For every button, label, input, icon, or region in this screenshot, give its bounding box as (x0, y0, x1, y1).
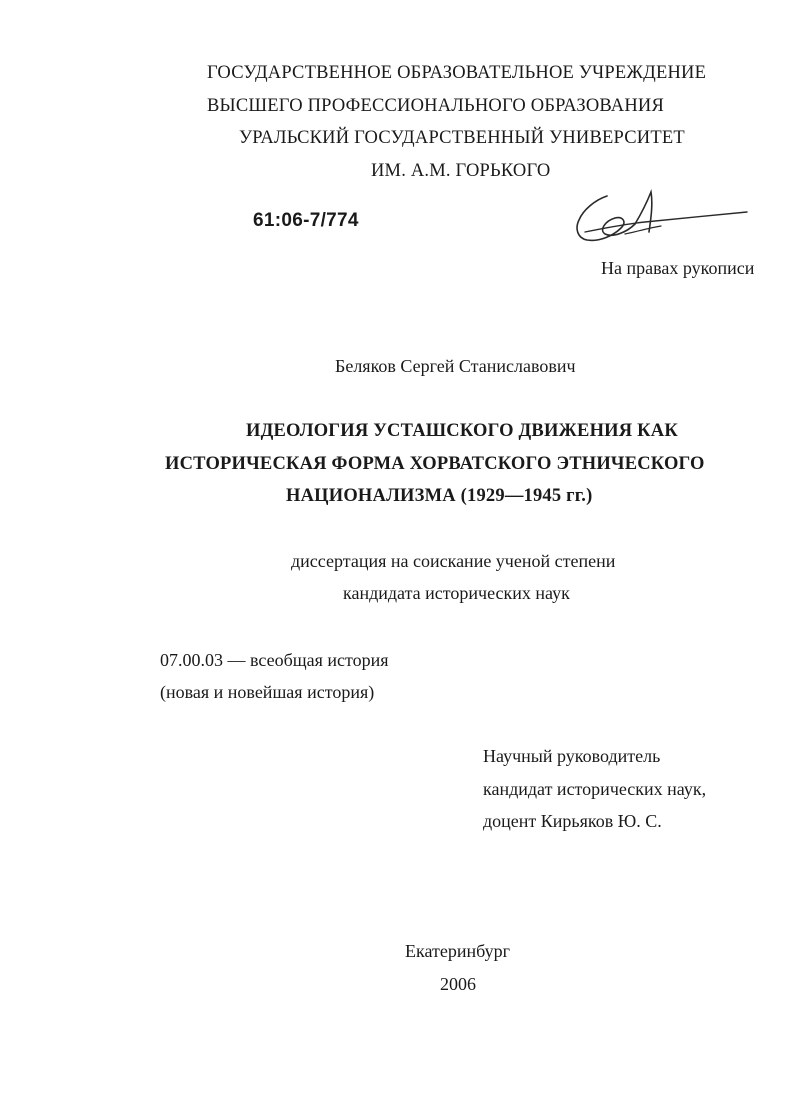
institution-line-3: УРАЛЬСКИЙ ГОСУДАРСТВЕННЫЙ УНИВЕРСИТЕТ (239, 128, 685, 148)
supervisor-degree: кандидат исторических наук, (483, 779, 707, 799)
degree-line-1: диссертация на соискание ученой степени (291, 551, 616, 571)
rights-note: На правах рукописи (601, 258, 755, 278)
catalog-number: 61:06-7/774 (253, 210, 359, 231)
degree-line-2: кандидата исторических наук (343, 583, 570, 603)
institution-line-1: ГОСУДАРСТВЕННОЕ ОБРАЗОВАТЕЛЬНОЕ УЧРЕЖДЕНИЕ (207, 63, 707, 83)
supervisor-name: доцент Кирьяков Ю. С. (483, 811, 662, 831)
specialty-subfield: (новая и новейшая история) (160, 682, 375, 702)
specialty-code: 07.00.03 — всеобщая история (160, 650, 389, 670)
supervisor-label: Научный руководитель (483, 746, 661, 766)
title-line-2: ИСТОРИЧЕСКАЯ ФОРМА ХОРВАТСКОГО ЭТНИЧЕСКОГО (165, 454, 705, 474)
institution-line-2: ВЫСШЕГО ПРОФЕССИОНАЛЬНОГО ОБРАЗОВАНИЯ (207, 96, 665, 116)
title-line-1: ИДЕОЛОГИЯ УСТАШСКОГО ДВИЖЕНИЯ КАК (246, 421, 678, 441)
author-name: Беляков Сергей Станиславович (335, 356, 576, 376)
year: 2006 (440, 974, 476, 994)
handwritten-signature (565, 188, 755, 250)
institution-line-4: ИМ. А.М. ГОРЬКОГО (371, 161, 551, 181)
place: Екатеринбург (405, 941, 510, 961)
title-line-3: НАЦИОНАЛИЗМА (1929—1945 гг.) (286, 486, 593, 506)
